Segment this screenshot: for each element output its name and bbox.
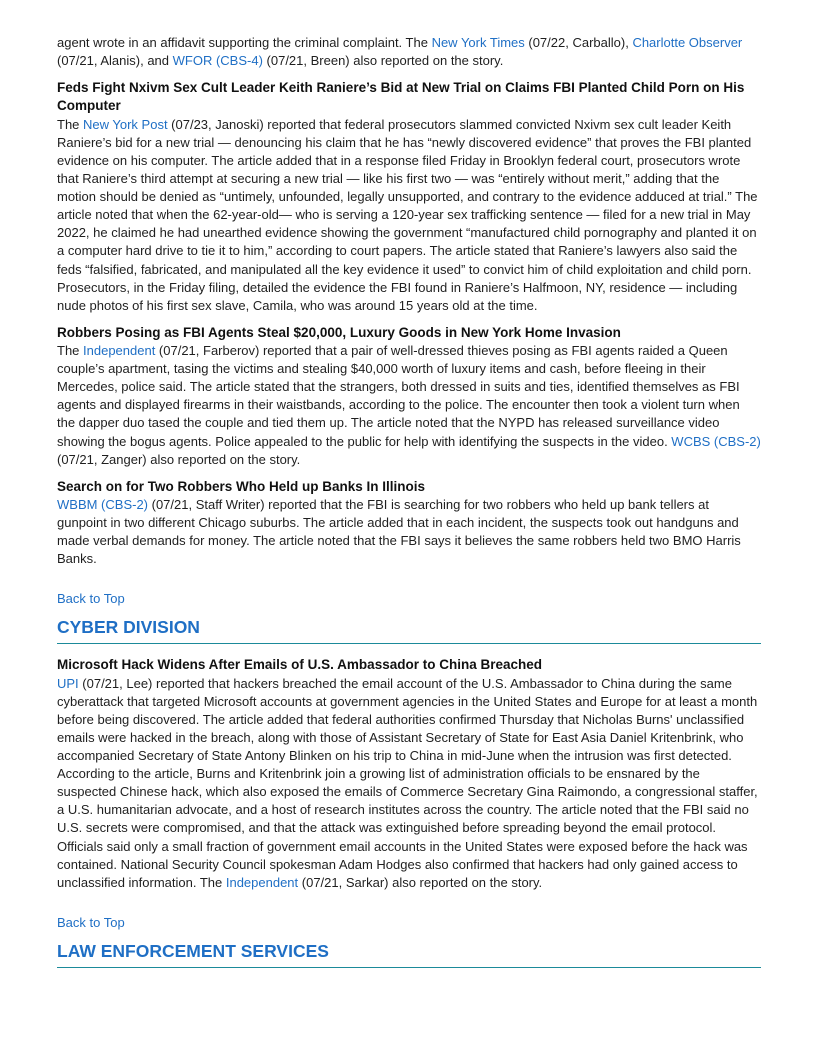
section-heading-cyber-division: CYBER DIVISION xyxy=(57,616,761,644)
article-headline-robbers-fbi-agents: Robbers Posing as FBI Agents Steal $20,000, Luxury Goods in New York Home Invasion xyxy=(57,324,621,340)
text: agent wrote in an affidavit supporting the criminal complaint. The xyxy=(57,35,432,50)
text: (07/21, Breen) also reported on the story. xyxy=(262,53,504,69)
article-headline-illinois-robbers: Search on for Two Robbers Who Held up Banks In Illinois xyxy=(57,478,426,494)
source-link-new-york-post[interactable]: New York Post xyxy=(83,116,168,132)
source-link-new-york-times[interactable]: New York Times xyxy=(431,35,525,50)
article-body-illinois-robbers xyxy=(57,496,761,568)
text: (07/21, Staff Writer) reported that the FBI is searching for two robbers who held up bank tellers at gunpoint in two different Chicago suburbs. The article added that in each incident, the suspects took out handguns and made verbal demands for money. The article noted that the FBI says it believes the same robbers held two BMO Harris Banks. xyxy=(57,497,741,567)
back-to-top-link[interactable]: Back to Top xyxy=(57,591,125,607)
page-content xyxy=(57,34,761,980)
source-link-charlotte-observer[interactable]: Charlotte Observer xyxy=(632,35,743,50)
text: (07/23, Janoski) reported that federal prosecutors slammed convicted Nxivm sex cult leader Keith Raniere’s bid for a new trial — denouncing his claim that he has “newly discovered evidence” that proves the FBI planted evidence on his computer. The article added that in a response filed Friday in Brooklyn federal court, prosecutors wrote that Raniere’s third attempt at securing a new trial — like his first two — was “entirely without merit,” adding that the motion should be denied as “untimely, unfounded, legally unsupported, and contrary to the evidence adduced at trial.” The article noted that when the 62-year-old— who is serving a 120-year sex trafficking sentence — filed for a new trial in May 2022, he claimed he had unearthed evidence showing the government “manufactured child pornography and planted it on a computer hard drive to tie it to him,” according to court papers. The article stated that Raniere’s lawyers also said the feds “falsified, fabricated, and manipulated all the key evidence it used” to convict him of child exploitation and child porn. Prosecutors, in the Friday filing, detailed the evidence the FBI found in Raniere’s Halfmoon, NY, residence — including nude photos of his first sex slave, Camila, who was around 15 years old at the time. xyxy=(57,116,758,313)
source-link-wbbm[interactable]: WBBM (CBS-2) xyxy=(57,497,148,513)
text: The xyxy=(57,343,84,359)
article-headline-microsoft-hack: Microsoft Hack Widens After Emails of U.S. Ambassador to China Breached xyxy=(57,657,542,673)
back-to-top-link-2[interactable]: Back to Top xyxy=(57,914,125,930)
text: The xyxy=(57,116,84,132)
article-body-raniere xyxy=(57,116,761,315)
text: (07/21, Sarkar) also reported on the story. xyxy=(298,874,543,890)
article-body-robbers-fbi-agents xyxy=(57,342,761,469)
text: (07/21, Zanger) also reported on the story. xyxy=(57,451,301,467)
source-link-upi[interactable]: UPI xyxy=(57,675,79,691)
section-heading-law-enforcement-services: LAW ENFORCEMENT SERVICES xyxy=(57,940,761,968)
article-headline-raniere: Feds Fight Nxivm Sex Cult Leader Keith Raniere’s Bid at New Trial on Claims FBI Planted Child Porn on His Computer xyxy=(57,80,745,114)
text: (07/22, Carballo), xyxy=(524,35,633,50)
source-link-independent-2[interactable]: Independent xyxy=(225,874,299,890)
source-link-wfor[interactable]: WFOR (CBS-4) xyxy=(172,53,263,69)
text: (07/21, Lee) reported that hackers breached the email account of the U.S. Ambassador to China during the same cyberattack that targeted Microsoft accounts at government agencies in the United States and Europe for at least a month before being discovered. The article added that federal authorities confirmed Thursday that Nicholas Burns' unclassified emails were hacked in the breach, along with those of Assistant Secretary of State for East Asia Daniel Kritenbrink, who accompanied Secretary of State Antony Blinken on his trip to China in mid-June when the intrusion was first detected. According to the article, Burns and Kritenbrink join a growing list of administration officials to be ensnared by the suspected Chinese hack, which also exposed the emails of Commerce Secretary Gina Raimondo, a congressional staffer, a U.S. humanitarian advocate, and a host of research institutes across the country. The article noted that the FBI said no U.S. secrets were compromised, and that the attack was extinguished before spreading beyond the email protocol. Officials said only a small fraction of government email accounts in the United States were exposed before the hack was contained. National Security Council spokesman Adam Hodges also confirmed that hackers had only gained access to unclassified information. The xyxy=(57,675,758,890)
source-link-wcbs[interactable]: WCBS (CBS-2) xyxy=(671,433,761,449)
intro-paragraph xyxy=(57,34,761,70)
text: (07/21, Farberov) reported that a pair of well-dressed thieves posing as FBI agents raided a Queen couple’s apartment, tasing the victims and stealing $40,000 worth of luxury items and cash, before fleeing in their Mercedes, police said. The article stated that the strangers, both dressed in suits and ties, identified themselves as FBI agents and displayed firearms in their waistbands, according to the police. The encounter then took a violent turn when the dapper duo tased the couple and tied them up. The article noted that the NYPD has released surveillance video showing the bogus agents. Police appealed to the public for help with identifying the suspects in the video. xyxy=(57,343,740,449)
article-body-microsoft-hack xyxy=(57,675,761,892)
source-link-independent[interactable]: Independent xyxy=(83,343,156,359)
text: (07/21, Alanis), and xyxy=(57,53,173,69)
